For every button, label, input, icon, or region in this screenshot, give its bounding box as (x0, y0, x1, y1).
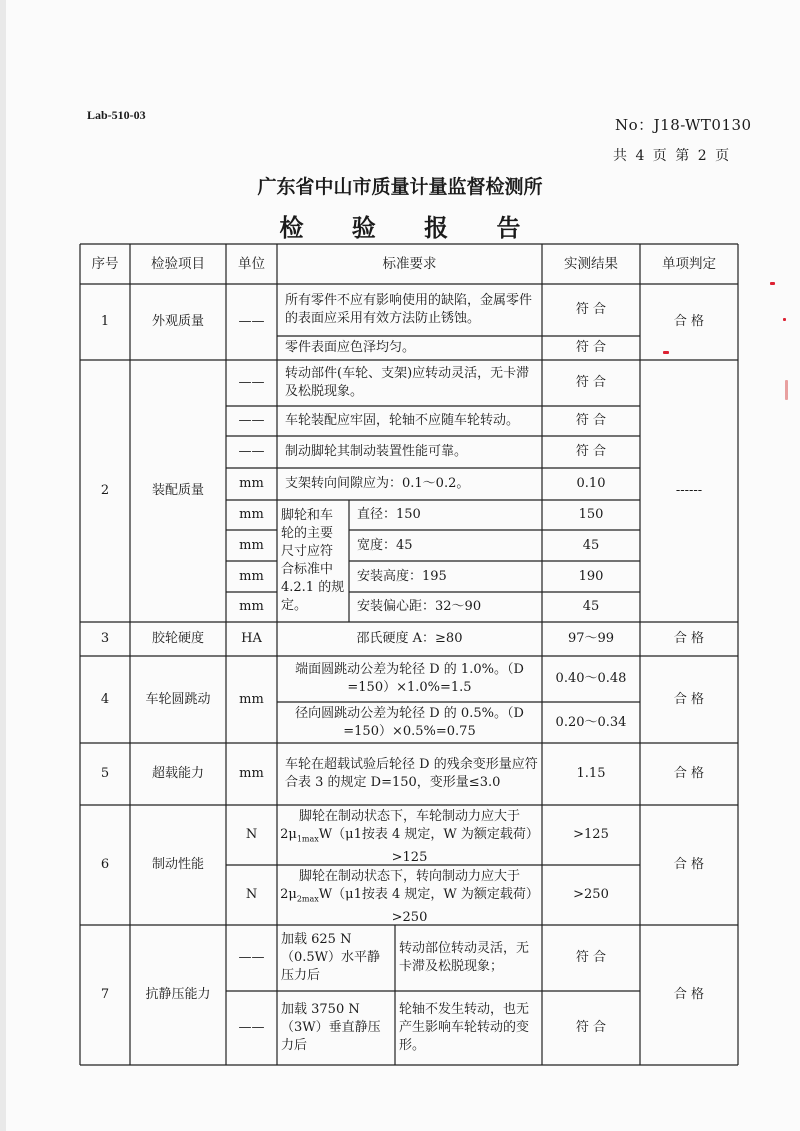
row5-item: 超载能力 (151, 766, 204, 781)
row7-seq: 7 (100, 987, 110, 1002)
row2-sub6-result: 45 (582, 537, 600, 553)
row2-sub1-result: 符 合 (575, 375, 607, 390)
row2-sub4-requirement: 支架转向间隙应为：0.1～0.2。 (285, 476, 470, 491)
row2-sub8-requirement: 安装偏心距：32～90 (357, 599, 482, 614)
row2-sub3-requirement: 制动脚轮其制动装置性能可靠。 (285, 444, 468, 459)
institution-name: 广东省中山市质量计量监督检测所 (257, 176, 543, 198)
row1-item: 外观质量 (151, 314, 204, 329)
row1-result-1: 符 合 (575, 302, 607, 317)
row6-req2-text: 脚轮在制动状态下，转向制动力应大于 2μ (280, 869, 520, 902)
row2-dimension-label: 脚轮和车轮的主要尺寸应符合标准中4.2.1 的规定。 (281, 508, 345, 613)
header-verdict: 单项判定 (662, 256, 716, 272)
ink-mark (785, 380, 788, 400)
row2-sub6-unit: mm (239, 537, 264, 553)
row2-sub3-unit: —— (238, 444, 265, 459)
row6-unit-1: N (245, 827, 258, 842)
row6-requirement-2 (277, 865, 542, 925)
row7-requirement-1: 转动部位转动灵活，无卡滞及松脱现象； (399, 941, 530, 974)
row1-seq: 1 (100, 314, 110, 329)
row2-sub6-requirement: 宽度：45 (357, 537, 413, 553)
row2-sub4-unit: mm (239, 476, 264, 491)
row4-requirement-1: 端面圆跳动公差为轮径 D 的 1.0%。（D =150）×1.0%=1.5 (295, 662, 524, 695)
row4-unit: mm (239, 691, 264, 707)
row6-req1-text-tail: W（μ1按表 4 规定，W 为额定载荷）>125 (318, 827, 539, 865)
row6-req1-subscript: 1max (296, 834, 319, 844)
row6-req2-text-tail: W（μ1按表 4 规定，W 为额定载荷）>250 (318, 887, 539, 925)
row2-sub4-result: 0.10 (576, 476, 606, 491)
row3-result: 97～99 (567, 631, 615, 646)
row2-sub1-unit: —— (238, 375, 265, 390)
row3-seq: 3 (100, 631, 110, 646)
row3-requirement: 邵氏硬度 A：≥80 (356, 631, 463, 646)
row1-requirement-2: 零件表面应色泽均匀。 (285, 340, 416, 355)
row2-verdict: ------ (675, 483, 703, 498)
row2-sub5-result: 150 (578, 507, 604, 522)
row2-sub7-unit: mm (239, 568, 264, 584)
row4-item: 车轮圆跳动 (145, 691, 211, 707)
row2-sub7-requirement: 安装高度：195 (357, 568, 447, 584)
row7-unit-2: —— (238, 1020, 265, 1035)
report-title: 检 验 报 告 (279, 214, 541, 242)
row7-verdict: 合 格 (673, 987, 705, 1002)
header-result: 实测结果 (564, 256, 618, 272)
row7-result-2: 符 合 (575, 1020, 607, 1035)
row3-item: 胶轮硬度 (151, 631, 204, 646)
header-item: 检验项目 (151, 256, 205, 272)
report-number: No：J18-WT0130 (615, 116, 752, 134)
document-code: Lab-510-03 (87, 108, 146, 122)
row4-result-1: 0.40～0.48 (555, 671, 627, 686)
row4-requirement-2: 径向圆跳动公差为轮径 D 的 0.5%。（D =150）×0.5%=0.75 (295, 705, 524, 739)
row6-item: 制动性能 (151, 857, 204, 872)
row7-unit-1: —— (238, 950, 265, 965)
row1-unit: —— (238, 314, 265, 329)
row6-req2-subscript: 2max (296, 894, 319, 904)
ink-mark (663, 351, 669, 354)
row7-load-1: 加载 625 N（0.5W）水平静压力后 (281, 932, 381, 983)
row2-item: 装配质量 (151, 483, 204, 498)
row2-sub5-unit: mm (239, 507, 264, 522)
row6-result-1: >125 (573, 827, 609, 842)
row3-unit: HA (241, 631, 262, 646)
row7-item: 抗静压能力 (145, 987, 211, 1002)
row2-seq: 2 (100, 483, 110, 498)
row4-verdict: 合 格 (673, 691, 705, 707)
row1-requirement-1: 所有零件不应有影响使用的缺陷，金属零件的表面应采用有效方法防止锈蚀。 (285, 293, 533, 326)
row5-requirement: 车轮在超载试验后轮径 D 的残余变形量应符合表 3 的规定 D=150，变形量≤3.0 (285, 757, 538, 790)
row2-sub8-unit: mm (239, 599, 264, 614)
ink-mark (783, 318, 786, 321)
row6-req1-text: 脚轮在制动状态下，车轮制动力应大于 2μ (280, 809, 520, 842)
row5-result: 1.15 (576, 766, 606, 781)
row5-seq: 5 (100, 766, 110, 781)
row2-sub5-requirement: 直径：150 (357, 507, 421, 522)
row6-result-2: >250 (573, 887, 609, 902)
ink-mark (770, 282, 775, 285)
row3-verdict: 合 格 (673, 631, 705, 646)
row1-result-2: 符 合 (575, 340, 607, 355)
row2-sub8-result: 45 (582, 599, 600, 614)
header-requirement: 标准要求 (382, 256, 437, 272)
header-seq: 序号 (91, 256, 119, 272)
row6-requirement-1 (277, 805, 542, 865)
row4-seq: 4 (100, 691, 110, 707)
row6-seq: 6 (100, 857, 110, 872)
page-indicator: 共 4 页 第 2 页 (613, 148, 732, 164)
row2-sub7-result: 190 (578, 568, 604, 584)
row2-sub2-result: 符 合 (575, 413, 607, 428)
row2-sub2-unit: —— (238, 413, 265, 428)
row5-unit: mm (239, 766, 264, 781)
row7-result-1: 符 合 (575, 950, 607, 965)
row7-requirement-2: 轮轴不发生转动，也无产生影响车轮转动的变形。 (399, 1002, 530, 1053)
row5-verdict: 合 格 (673, 766, 705, 781)
row2-sub3-result: 符 合 (575, 444, 607, 459)
row6-verdict: 合 格 (673, 857, 705, 872)
row4-result-2: 0.20～0.34 (555, 714, 627, 730)
row7-load-2: 加载 3750 N（3W）垂直静压力后 (281, 1002, 381, 1053)
row6-unit-2: N (245, 887, 258, 902)
header-unit: 单位 (238, 256, 265, 272)
row2-sub1-requirement: 转动部件(车轮、支架)应转动灵活，无卡滞及松脱现象。 (285, 366, 530, 399)
row2-sub2-requirement: 车轮装配应牢固，轮轴不应随车轮转动。 (285, 413, 520, 428)
row1-verdict: 合 格 (673, 314, 705, 329)
